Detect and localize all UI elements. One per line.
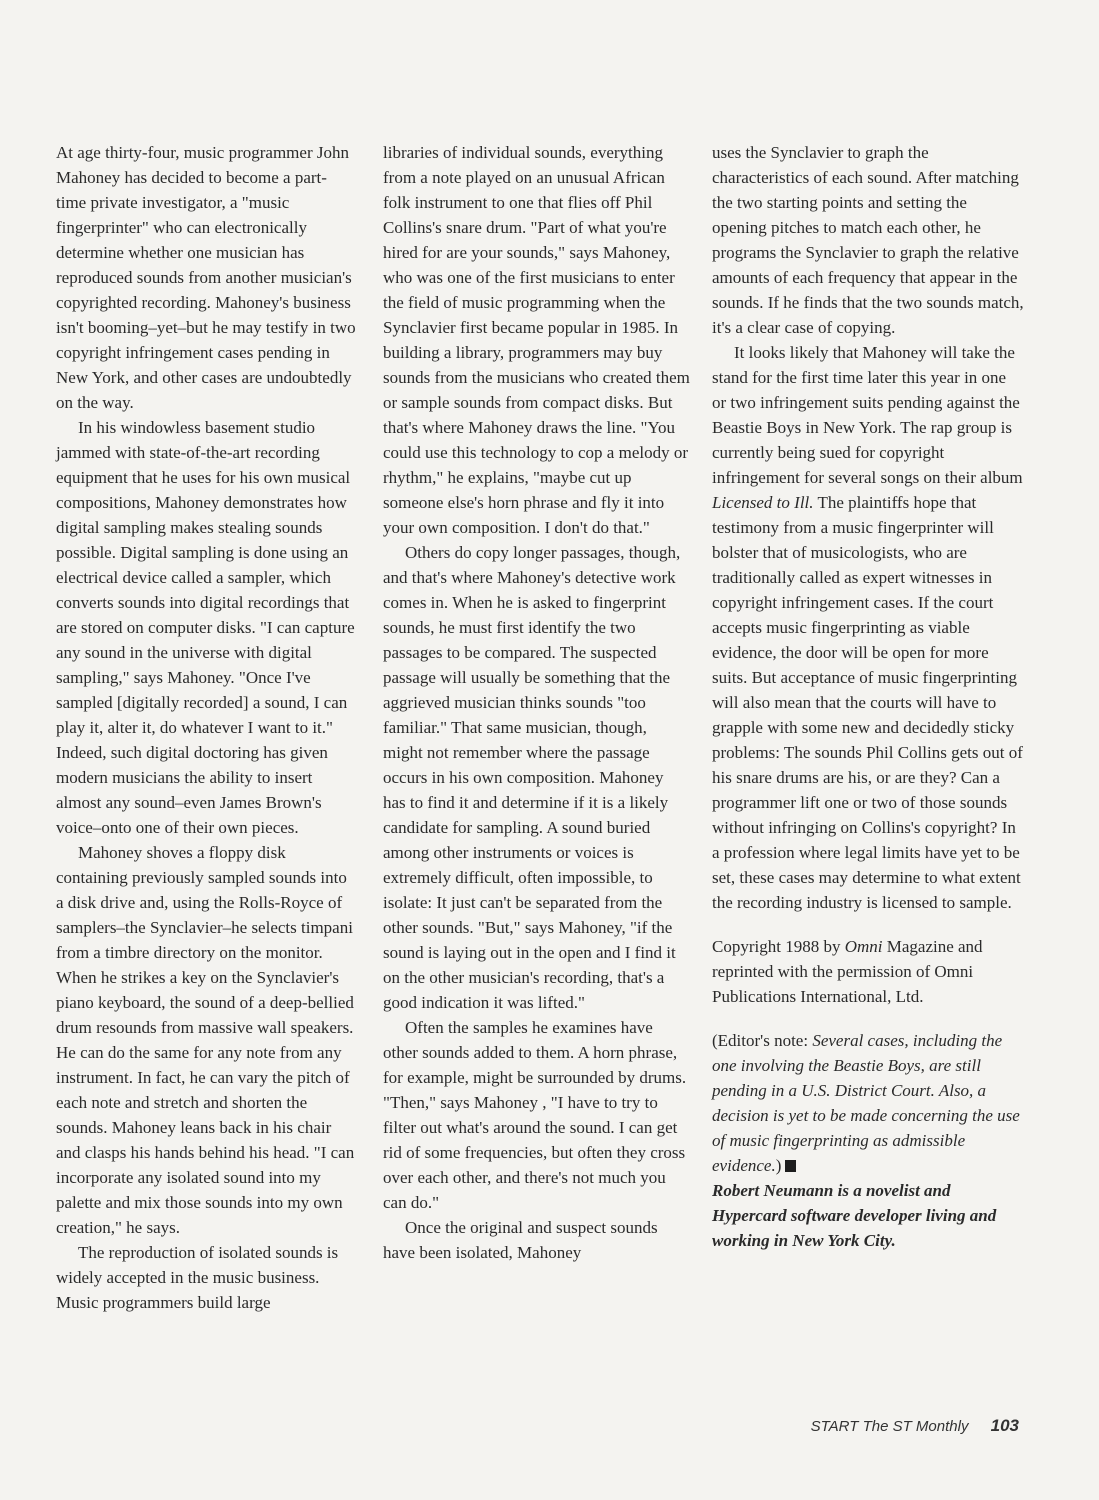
paragraph-text: It looks likely that Mahoney will take the stand for the first time later this year in one or two infringement suits pending against the Beastie Boys in New York. The rap group is currently being sued for copyright infringement for several songs on their album xyxy=(712,343,1023,487)
article-column-1 xyxy=(56,140,356,1315)
magazine-name: Omni xyxy=(844,937,883,956)
page-number: 103 xyxy=(990,1416,1019,1435)
paragraph: uses the Synclavier to graph the characteristics of each sound. After matching the two starting points and setting the opening pitches to match each other, he programs the Synclavier to graph the relative amounts of each frequency that appear in the sounds. If he finds that the two sounds match, it's a clear case of copying. xyxy=(712,143,1024,337)
paragraph: libraries of individual sounds, everything from a note played on an unusual African folk instrument to one that flies off Phil Collins's snare drum. "Part of what you're hired for are your sounds," says Mahoney, who was one of the first musicians to enter the field of music programming when the Synclavier first became popular in 1985. In building a library, programmers may buy sounds from the musicians who created them or sample sounds from compact disks. But that's where Mahoney draws the line. "You could use this technology to cop a melody or rhythm," he explains, "maybe cut up someone else's horn phrase and fly it into your own composition. I don't do that." xyxy=(383,143,690,537)
paragraph: Others do copy longer passages, though, and that's where Mahoney's detective work comes in. When he is asked to fingerprint sounds, he must first identify the two passages to be compared. The suspected passage will usually be something that the aggrieved musician thinks sounds "too familiar." That same musician, though, might not remember where the passage occurs in his own composition. Mahoney has to find it and determine if it is a likely candidate for sampling. A sound buried among other instruments or voices is extremely difficult, often impossible, to isolate: It just can't be separated from the other sounds. "But," says Mahoney, "if the sound is laying out in the open and I find it on the other musician's recording, that's a good indication it was lifted." xyxy=(383,543,681,1012)
album-title: Licensed to Ill. xyxy=(712,493,814,512)
article-column-2 xyxy=(383,140,690,1265)
paragraph: In his windowless basement studio jammed with state-of-the-art recording equipment that he uses for his own musical compositions, Mahoney demonstrates how digital sampling makes stealing sounds possible. Digital sampling is done using an electrical device called a sampler, which converts sounds into digital recordings that are stored on computer disks. "I can capture any sound in the universe with digital sampling," says Mahoney. "Once I've sampled [digitally recorded] a sound, I can play it, alter it, do whatever I want to it." Indeed, such digital doctoring has given modern musicians the ability to insert almost any sound–even James Brown's voice–onto one of their own pieces. xyxy=(56,418,355,837)
editors-note: (Editor's note: Several cases, including the one involving the Beastie Boys, are still pending in a U.S. District Court. Also, a decision is yet to be made concerning the use of music fingerprinting as admissible evidence.) xyxy=(712,1031,1020,1175)
page-footer xyxy=(811,1416,1019,1436)
article-column-3 xyxy=(712,140,1024,1253)
paragraph: The reproduction of isolated sounds is widely accepted in the music business. Music programmers build large xyxy=(56,1243,339,1312)
paragraph: Often the samples he examines have other sounds added to them. A horn phrase, for example, might be surrounded by drums. "Then," says Mahoney , "I have to try to filter out what's around the sound. I can get rid of some frequencies, but often they cross over each other, and there's not much you can do." xyxy=(383,1018,687,1212)
author-byline: Robert Neumann is a novelist and Hypercard software developer living and working in New York City. xyxy=(712,1181,997,1250)
publication-name: START The ST Monthly xyxy=(810,1418,969,1435)
paragraph-text: The plaintiffs hope that testimony from a music fingerprinter will bolster that of musicologists, who are traditionally called as expert witnesses in copyright infringement cases. If the court accepts music fingerprinting as viable evidence, the door will be open for more suits. But acceptance of music fingerprinting will also mean that the courts will have to grapple with some new and decidedly sticky problems: The sounds Phil Collins gets out of his snare drums are his, or are they? Can a programmer lift one or two of those sounds without infringing on Collins's copyright? In a profession where legal limits have yet to be set, these cases may determine to what extent the recording industry is licensed to sample. xyxy=(712,493,1023,912)
paragraph: At age thirty-four, music programmer John Mahoney has decided to become a part-time private investigator, a "music fingerprinter" who can electronically determine whether one musician has reproduced sounds from another musician's copyrighted recording. Mahoney's business isn't booming–yet–but he may testify in two copyright infringement cases pending in New York, and other cases are undoubtedly on the way. xyxy=(56,143,356,412)
paragraph: Once the original and suspect sounds have been isolated, Mahoney xyxy=(383,1218,658,1262)
end-of-article-mark-icon xyxy=(785,1160,796,1172)
paragraph xyxy=(712,340,1024,915)
copyright-notice: Copyright 1988 by Omni Magazine and reprinted with the permission of Omni Publications International, Ltd. xyxy=(712,937,983,1006)
paragraph: Mahoney shoves a floppy disk containing previously sampled sounds into a disk drive and, using the Rolls-Royce of samplers–the Synclavier–he selects timpani from a timbre directory on the monitor. When he strikes a key on the Synclavier's piano keyboard, the sound of a deep-bellied drum resounds from massive wall speakers. He can do the same for any note from any instrument. In fact, he can vary the pitch of each note and stretch and shorten the sounds. Mahoney leans back in his chair and clasps his hands behind his head. "I can incorporate any isolated sound into my palette and mix those sounds into my own creation," he says. xyxy=(56,843,355,1237)
